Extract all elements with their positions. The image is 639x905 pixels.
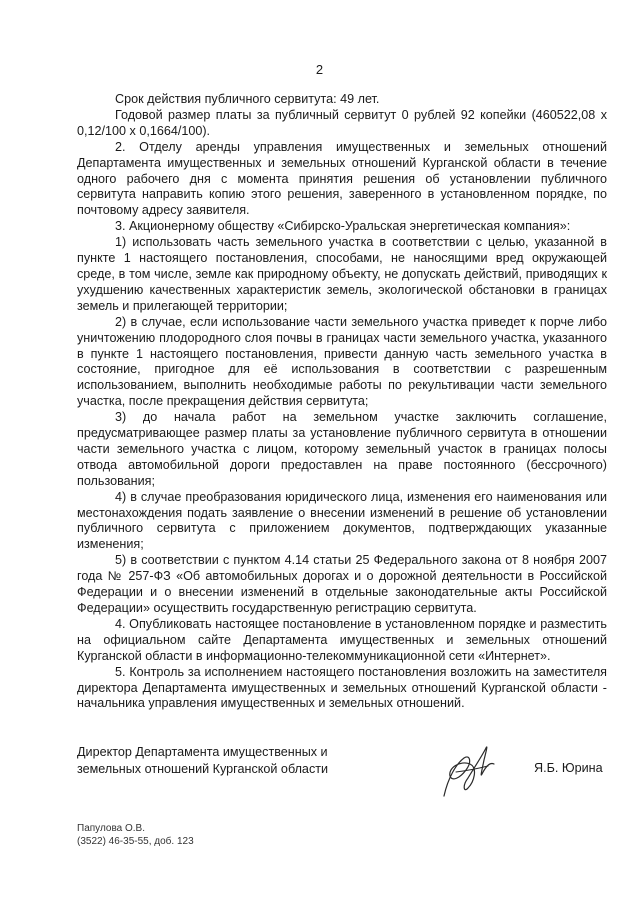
signatory-title bbox=[77, 744, 328, 778]
clause-3-item-4: 4) в случае преобразования юридического лица, изменения его наименования или местонахождения подать заявление о внесении изменений в решение об установлении публичного сервитута с приложением документов, подтверждающих указанные изменения; bbox=[77, 489, 607, 552]
document-body bbox=[77, 92, 607, 712]
annual-fee-paragraph: Годовой размер платы за публичный сервитут 0 рублей 92 копейки (460522,08 х 0,12/100 х 0,1664/100). bbox=[77, 107, 607, 138]
handwritten-signature bbox=[434, 738, 504, 808]
clause-3-item-3: 3) до начала работ на земельном участке заключить соглашение, предусматривающее размер платы за установление публичного сервитута в отношении части земельного участка с лицом, которому земельный участок в границах полосы отвода автомобильной дороги предоставлен на праве постоянного (бессрочного) пользования; bbox=[77, 410, 607, 488]
clause-4-paragraph: 4. Опубликовать настоящее постановление в установленном порядке и разместить на официальном сайте Департамента имущественных и земельных отношений Курганской области в информационно-телекоммуникационной сети «Интернет». bbox=[77, 616, 607, 663]
clause-2-paragraph: 2. Отделу аренды управления имущественных и земельных отношений Департамента имущественных и земельных отношений Курганской области в течение одного рабочего дня с момента принятия решения об установлении публичного сервитута направить копию этого решения, заверенного в установленном порядке, по почтовому адресу заявителя. bbox=[77, 139, 607, 218]
page-number: 2 bbox=[315, 62, 324, 77]
signatory-name: Я.Б. Юрина bbox=[534, 761, 603, 775]
clause-3-item-1: 1) использовать часть земельного участка в соответствии с целью, указанной в пункте 1 настоящего постановления, способами, не наносящими вред окружающей среде, в том числе, земле как природному объекту, не допускать действий, приводящих к ухудшению качественных характеристик земель, экологической обстановки в границах земель и прилегающей территории; bbox=[77, 235, 607, 313]
clause-3-heading: 3. Акционерному обществу «Сибирско-Уральская энергетическая компания»: bbox=[115, 219, 571, 234]
clause-5-paragraph: 5. Контроль за исполнением настоящего постановления возложить на заместителя директора Департамента имущественных и земельных отношений Курганской области - начальника управления имущественных и земельных отношений. bbox=[77, 664, 607, 711]
signatory-title-line-2: земельных отношений Курганской области bbox=[77, 762, 329, 776]
servitude-term-paragraph: Срок действия публичного сервитута: 49 лет. bbox=[115, 92, 380, 106]
signatory-title-line-1: Директор Департамента имущественных и bbox=[77, 745, 328, 759]
clause-3-item-2: 2) в случае, если использование части земельного участка приведет к порче либо уничтожению плодородного слоя почвы в границах части земельного участка, указанного в пункте 1 настоящего постановления, привести данную часть земельного участка в состояние, пригодное для её использования в соответствии с разрешенным использованием, выполнить необходимые работы по рекультивации части земельного участка, после прекращения действия сервитута; bbox=[77, 314, 607, 409]
executor-phone: (3522) 46-35-55, доб. 123 bbox=[77, 836, 194, 847]
clause-3-item-5: 5) в соответствии с пунктом 4.14 статьи 25 Федерального закона от 8 ноября 2007 года № 257-ФЗ «Об автомобильных дорогах и о дорожной деятельности в Российской Федерации и о внесении изменений в отдельные законодательные акты Российской Федерации» осуществить государственную регистрацию сервитута. bbox=[77, 553, 607, 615]
executor-info bbox=[77, 822, 194, 848]
executor-name: Папулова О.В. bbox=[77, 823, 145, 834]
